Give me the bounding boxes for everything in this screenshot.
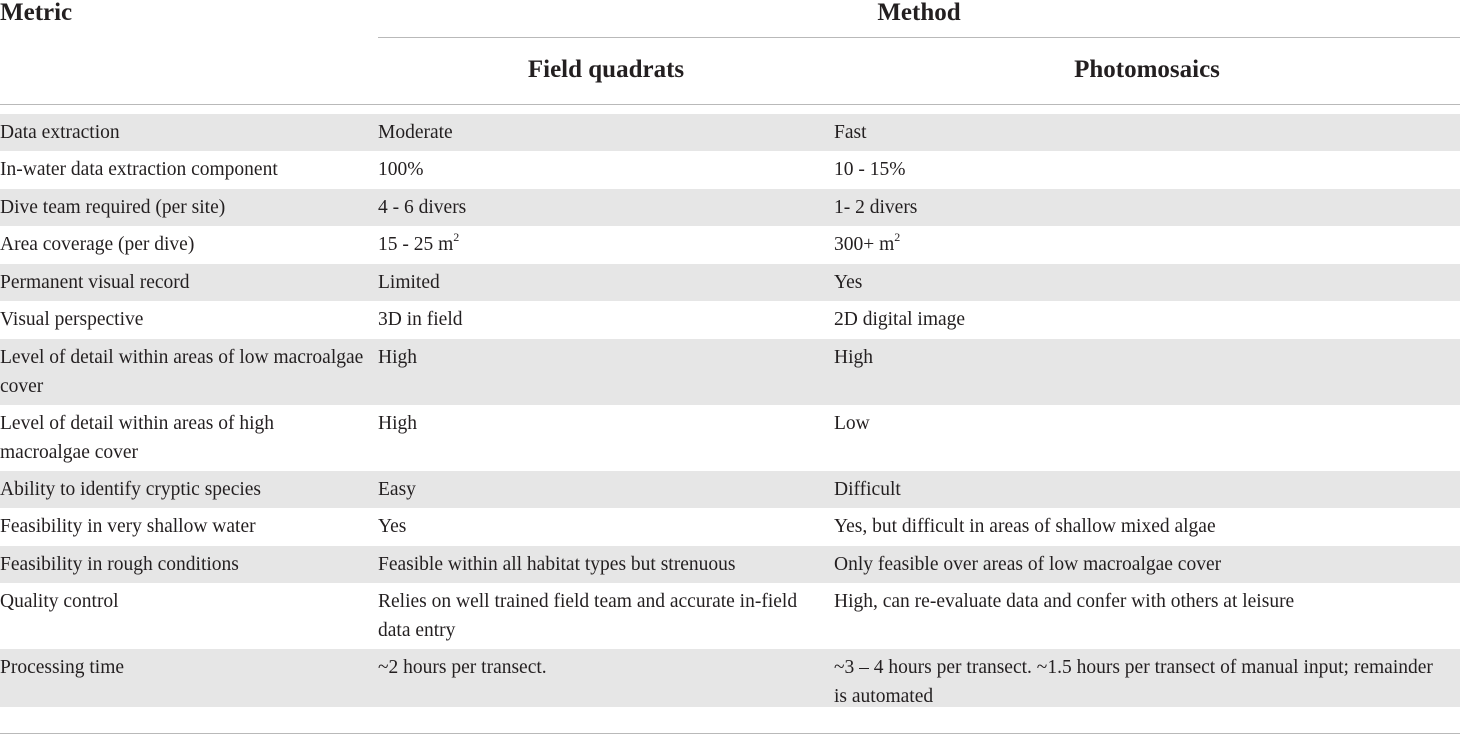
table-row xyxy=(0,583,1460,649)
table-row xyxy=(0,405,1460,471)
field-quadrats-cell: 15 - 25 $m^2$ xyxy=(378,229,460,255)
table-row xyxy=(0,226,1460,264)
photomosaics-cell: High, can re-evaluate data and confer with others at leisure xyxy=(834,591,1295,612)
header-rule xyxy=(0,104,1460,105)
table-row xyxy=(0,151,1460,189)
field-quadrats-cell: Feasible within all habitat types but strenuous xyxy=(378,554,736,575)
field-quadrats-cell: High xyxy=(378,413,417,434)
metric-cell: Feasibility in very shallow water xyxy=(0,516,256,537)
photomosaics-cell: ~3 – 4 hours per transect. ~1.5 hours per transect of manual input; remainder is automated xyxy=(834,657,1433,707)
table-row xyxy=(0,471,1460,508)
field-quadrats-cell: 3D in field xyxy=(378,309,463,330)
field-quadrats-cell: 4 - 6 divers xyxy=(378,197,467,218)
superscript: 2 xyxy=(894,229,901,244)
photomosaics-cell: $300+ m^2$ xyxy=(834,229,901,255)
metric-cell: Permanent visual record xyxy=(0,272,190,293)
metric-cell: Dive team required (per site) xyxy=(0,197,226,218)
superscript: 2 xyxy=(453,229,460,244)
metric-cell: Level of detail within areas of high macroalgae cover xyxy=(0,413,274,463)
metric-cell: In-water data extraction component xyxy=(0,159,278,180)
metric-cell: Level of detail within areas of low macroalgae cover xyxy=(0,347,364,397)
photomosaics-cell: High xyxy=(834,347,873,368)
photomosaics-cell: Low xyxy=(834,413,870,434)
photomosaics-cell: Difficult xyxy=(834,479,901,500)
field-quadrats-cell: Limited xyxy=(378,272,440,293)
table-row xyxy=(0,339,1460,405)
header-metric: Metric xyxy=(0,0,73,26)
field-quadrats-cell: Relies on well trained field team and accurate in-field data entry xyxy=(378,591,798,641)
table-row xyxy=(0,264,1460,301)
metric-cell: Processing time xyxy=(0,657,125,678)
photomosaics-cell: Yes xyxy=(834,272,863,293)
field-quadrats-cell: ~2 hours per transect. xyxy=(378,657,547,678)
header-field-quadrats: Field quadrats xyxy=(527,56,685,83)
footer-rule xyxy=(0,733,1460,734)
comparison-table xyxy=(0,114,1460,707)
metric-cell: Visual perspective xyxy=(0,309,144,330)
field-quadrats-cell: High xyxy=(378,347,417,368)
field-quadrats-cell: 100% xyxy=(378,159,424,180)
table-row xyxy=(0,189,1460,226)
method-rule xyxy=(378,37,1460,38)
header-photomosaics: Photomosaics xyxy=(1074,56,1220,83)
metric-cell: Feasibility in rough conditions xyxy=(0,554,239,575)
header-method: Method xyxy=(877,0,961,26)
field-quadrats-cell: Easy xyxy=(378,479,416,500)
table-row xyxy=(0,546,1460,583)
metric-cell: Data extraction xyxy=(0,122,120,143)
table-row xyxy=(0,508,1460,546)
photomosaics-cell: 2D digital image xyxy=(834,309,966,330)
table-row xyxy=(0,114,1460,151)
photomosaics-cell: 1- 2 divers xyxy=(834,197,918,218)
photomosaics-cell: Yes, but difficult in areas of shallow mixed algae xyxy=(834,516,1216,537)
photomosaics-cell: Fast xyxy=(834,122,867,143)
photomosaics-cell: 10 - 15% xyxy=(834,159,906,180)
field-quadrats-cell: Moderate xyxy=(378,122,453,143)
table-row xyxy=(0,649,1460,707)
metric-cell: Area coverage (per dive) xyxy=(0,234,195,255)
field-quadrats-cell: Yes xyxy=(378,516,407,537)
metric-cell: Quality control xyxy=(0,591,119,612)
metric-cell: Ability to identify cryptic species xyxy=(0,479,262,500)
photomosaics-cell: Only feasible over areas of low macroalgae cover xyxy=(834,554,1222,575)
table-row xyxy=(0,301,1460,339)
